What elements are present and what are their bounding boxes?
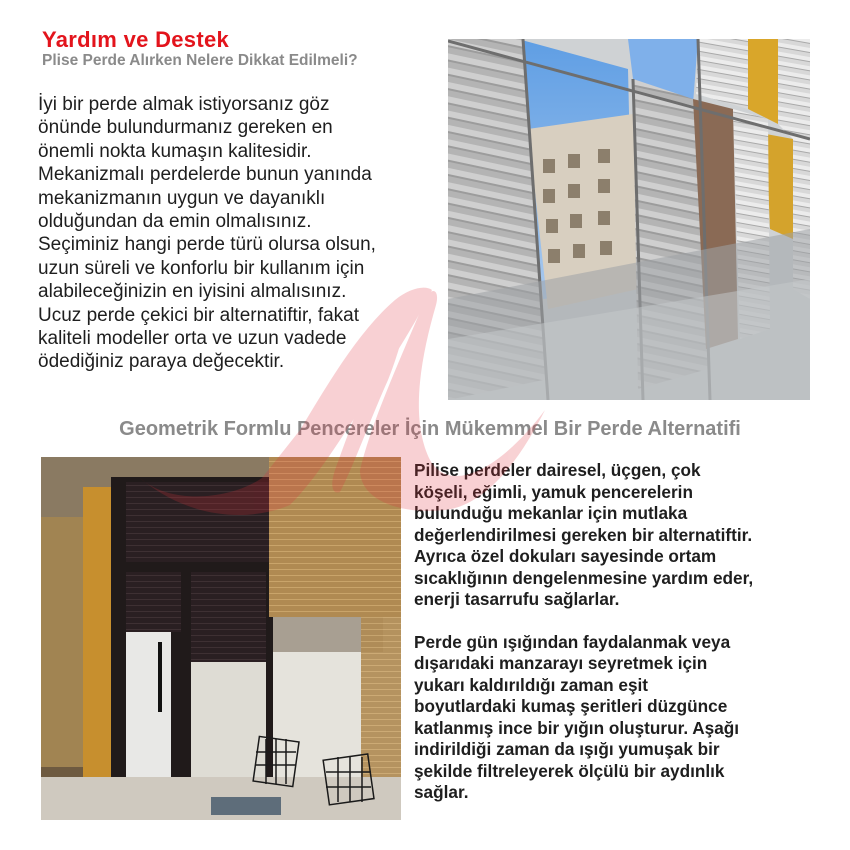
intro-line: İyi bir perde almak istiyorsanız göz <box>38 94 330 115</box>
intro-line: Mekanizmalı perdelerde bunun yanında <box>38 164 372 186</box>
body-line: Ayrıca özel dokuları sayesinde ortam <box>414 546 717 566</box>
intro-line: önemli nokta kumaşın kalitesidir. <box>38 140 312 162</box>
intro-line: olduğundan da emin olmalısınız. <box>38 211 312 233</box>
body-line: katlanmış ince bir yığın oluşturur. Aşağı <box>414 717 740 738</box>
intro-paragraph <box>38 93 448 374</box>
body-line: boyutlardaki kumaş şeritleri düzgünce <box>414 696 728 716</box>
body-line: köşeli, eğimli, yamuk pencerelerin <box>414 481 693 502</box>
section-heading: Geometrik Formlu Pencereler İçin Mükemmel Bir Perde Alternatifi <box>119 418 741 440</box>
paragraph-gap <box>414 611 824 632</box>
body-line: indirildiği zaman da ışığı yumuşak bir <box>414 739 720 759</box>
body-line: enerji tasarrufu sağlarlar. <box>414 589 620 609</box>
body-line: değerlendirilmesi gereken bir alternatiftir. <box>414 524 753 545</box>
intro-line: Ucuz perde çekici bir alternatiftir, fakat <box>38 304 360 326</box>
blinds-office-photo <box>448 39 810 400</box>
intro-line: alabileceğinizin en iyisini almalısınız. <box>38 281 347 303</box>
blinds-storefront-photo <box>41 457 401 820</box>
body-line: sıcaklığının dengelenmesine yardım eder, <box>414 567 754 588</box>
body-line: yukarı kaldırıldığı zaman eşit <box>414 674 649 695</box>
body-line: Pilise perdeler dairesel, üçgen, çok <box>414 460 701 480</box>
section-body <box>414 460 824 804</box>
body-line: bulunduğu mekanlar için mutlaka <box>414 503 688 523</box>
body-line: şekilde filtreleyerek ölçülü bir aydınlık <box>414 760 725 781</box>
body-line: sağlar. <box>414 782 469 802</box>
intro-line: uzun süreli ve konforlu bir kullanım için <box>38 257 365 279</box>
intro-line: mekanizmanın uygun ve dayanıklı <box>38 187 326 209</box>
intro-line: Seçiminiz hangi perde türü olursa olsun, <box>38 234 376 256</box>
intro-line: kaliteli modeller orta ve uzun vadede <box>38 328 347 350</box>
page-title: Yardım ve Destek <box>42 27 230 52</box>
body-line: dışarıdaki manzarayı seyretmek için <box>414 653 708 673</box>
intro-line: ödediğiniz paraya değecektir. <box>38 351 285 373</box>
intro-line: önünde bulundurmanız gereken en <box>38 117 333 139</box>
page-subtitle: Plise Perde Alırken Nelere Dikkat Edilmeli? <box>42 52 358 69</box>
body-line: Perde gün ışığından faydalanmak veya <box>414 631 731 652</box>
